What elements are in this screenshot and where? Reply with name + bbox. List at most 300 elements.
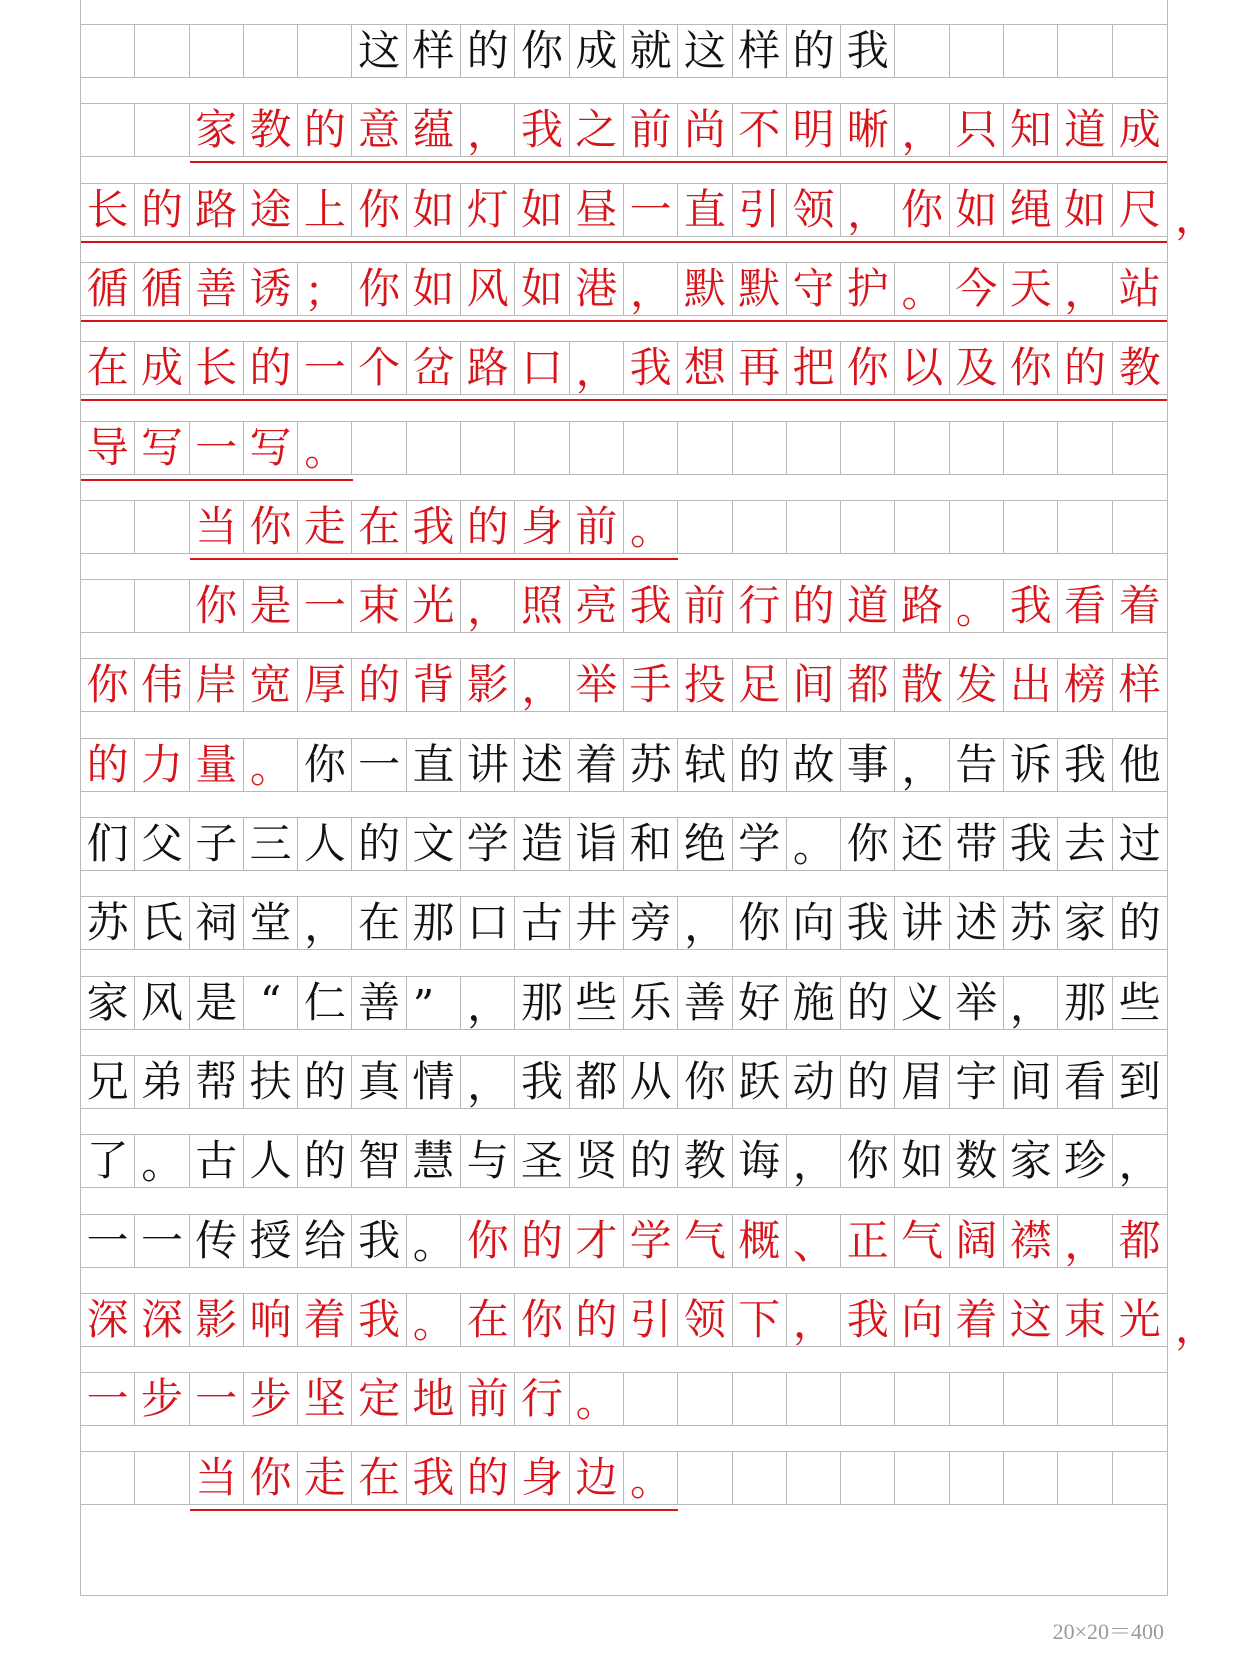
text-row [81,1055,1167,1109]
grid-cell: ， [1004,977,1058,1029]
grid-cell: 写 [135,422,189,474]
grid-cell [1058,422,1112,474]
grid-cell [895,1452,949,1504]
grid-cell: 着 [298,1294,352,1346]
title-char: 样 [407,25,461,77]
grid-cell: 造 [515,818,569,870]
title-char [1113,25,1167,77]
grid-cell: 过 [1118,819,1161,868]
title-char: 你 [515,25,569,77]
grid-cell: 量 [190,739,244,791]
grid-cell [1004,501,1058,553]
grid-cell [1004,422,1058,474]
grid-cell: 是 [244,580,298,632]
grid-cell: 散 [895,659,949,711]
grid-cell: 晰 [841,104,895,156]
grid-cell: 影 [190,1294,244,1346]
grid-cell: 深 [81,1294,135,1346]
grid-cell: 。 [950,580,1004,632]
grid-cell [81,1452,135,1504]
grid-cell: 影 [461,659,515,711]
grid-cell: 家 [81,977,135,1029]
text-row [81,103,1167,157]
grid-cell: 那 [515,977,569,1029]
grid-cell: 路 [895,580,949,632]
grid-cell [841,422,895,474]
grid-cell: 途 [244,184,298,236]
grid-cell: 人 [244,1135,298,1187]
grid-cell: 我 [841,897,895,949]
grid-cell: 的 [570,1294,624,1346]
grid-cell [841,1452,895,1504]
grid-cell: 循 [135,263,189,315]
grid-cell: ， [678,897,732,949]
grid-cell: 诣 [570,818,624,870]
grid-cell [733,501,787,553]
grid-cell: 的 [135,184,189,236]
grid-cell: 的 [515,1215,569,1267]
grid-cell: 身 [515,501,569,553]
grid-cell: 向 [787,897,841,949]
grid-cell: 仁 [298,977,352,1029]
grid-cell [135,580,189,632]
grid-cell: 只 [950,104,1004,156]
grid-cell: 诉 [1004,739,1058,791]
grid-cell: 一 [352,739,406,791]
grid-cell: 你 [733,897,787,949]
grid-cell: 堂 [244,897,298,949]
grid-cell: 述 [515,739,569,791]
grid-cell: 气 [895,1215,949,1267]
grid-cell: 当 [190,1452,244,1504]
grid-cell: 路 [461,342,515,394]
grid-cell: 在 [461,1294,515,1346]
grid-cell: 从 [624,1056,678,1108]
grid-cell: ， [1058,263,1112,315]
grid-cell: 祠 [190,897,244,949]
grid-cell: 知 [1004,104,1058,156]
grid-cell: 我 [407,501,461,553]
grid-cell: 在 [352,1452,406,1504]
grid-cell: 在 [81,342,135,394]
grid-cell: 。 [570,1373,624,1425]
grid-cell: 站 [1118,263,1161,313]
grid-cell: 是 [190,977,244,1029]
grid-cell: 样 [1118,660,1161,710]
text-row [81,341,1167,395]
grid-cell: 循 [81,263,135,315]
grid-cell: 好 [733,977,787,1029]
grid-cell: 步 [244,1373,298,1425]
grid-cell: 导 [81,422,135,474]
grid-cell [787,501,841,553]
grid-cell: 这 [1004,1294,1058,1346]
grid-cell: 的 [461,501,515,553]
grid-cell: 一 [81,1373,135,1425]
grid-cell: 风 [135,977,189,1029]
grid-cell: 一 [190,422,244,474]
grid-cell: 带 [950,818,1004,870]
text-row [81,262,1167,316]
grid-cell: 个 [352,342,406,394]
grid-cell: 足 [733,659,787,711]
grid-cell [1113,422,1167,474]
title-char [1058,25,1112,77]
title-row [81,24,1167,78]
grid-cell: 苏 [624,739,678,791]
grid-cell: 一 [190,1373,244,1425]
grid-cell: 真 [352,1056,406,1108]
red-underline [81,479,353,481]
grid-cell [678,1452,732,1504]
grid-cell: ， [461,977,515,1029]
grid-cell: 宽 [244,659,298,711]
grid-cell [352,422,406,474]
grid-cell: 间 [1004,1056,1058,1108]
grid-cell: ， [787,1294,841,1346]
grid-cell: 如 [515,263,569,315]
grid-cell: 。 [895,263,949,315]
grid-cell [950,501,1004,553]
grid-cell: 成 [135,342,189,394]
grid-cell [135,501,189,553]
grid-cell: 圣 [515,1135,569,1187]
grid-cell [1113,1373,1167,1425]
grid-cell: 一 [298,580,352,632]
text-row [81,976,1167,1030]
grid-cell: 、 [787,1215,841,1267]
red-underline [81,241,1167,243]
title-char: 就 [624,25,678,77]
grid-cell [1004,1373,1058,1425]
grid-cell: ， [1118,1139,1161,1189]
grid-cell: 意 [352,104,406,156]
red-underline [190,558,679,560]
grid-cell: 及 [950,342,1004,394]
grid-cell [733,1452,787,1504]
grid-cell [787,422,841,474]
grid-cell: 手 [624,659,678,711]
grid-cell: 文 [407,818,461,870]
grid-cell [841,1373,895,1425]
grid-cell: 教 [244,104,298,156]
grid-cell: 阔 [950,1215,1004,1267]
grid-cell: 的 [624,1135,678,1187]
grid-cell: ， [624,263,678,315]
grid-cell: 。 [298,422,352,474]
grid-cell: 我 [352,1215,406,1267]
grid-cell: 昼 [570,184,624,236]
grid-cell: 扶 [244,1056,298,1108]
grid-cell: 一 [298,342,352,394]
grid-cell [135,1452,189,1504]
title-char [895,25,949,77]
grid-cell: 间 [787,659,841,711]
title-char [190,25,244,77]
grid-cell: ， [461,1056,515,1108]
grid-cell: 你 [841,342,895,394]
grid-cell: 家 [190,104,244,156]
grid-cell: 光 [407,580,461,632]
grid-cell: 你 [895,184,949,236]
grid-cell: 举 [570,659,624,711]
grid-cell: 尚 [678,104,732,156]
grid-cell: 天 [1004,263,1058,315]
grid-cell: 投 [678,659,732,711]
text-row [81,1214,1167,1268]
grid-cell [1113,1452,1167,1504]
grid-cell: 些 [1118,977,1161,1027]
grid-cell: 你 [298,739,352,791]
red-underline [190,1509,679,1511]
red-underline [81,399,1167,401]
grid-cell: 束 [352,580,406,632]
grid-cell: 我 [352,1294,406,1346]
grid-cell: 给 [298,1215,352,1267]
grid-cell: 的 [787,580,841,632]
grid-cell: 那 [1058,977,1112,1029]
grid-cell: 传 [190,1215,244,1267]
grid-cell: 绳 [1004,184,1058,236]
grid-cell: 今 [950,263,1004,315]
grid-cell: 前 [678,580,732,632]
grid-cell: ， [787,1135,841,1187]
grid-cell: 井 [570,897,624,949]
grid-cell: 眉 [895,1056,949,1108]
grid-cell: 才 [570,1215,624,1267]
grid-cell: 上 [298,184,352,236]
grid-cell: 地 [407,1373,461,1425]
grid-cell: 港 [570,263,624,315]
grid-cell: 长 [81,184,135,236]
grid-cell: 宇 [950,1056,1004,1108]
grid-cell: 们 [81,818,135,870]
grid-cell: 你 [678,1056,732,1108]
grid-cell: 走 [298,1452,352,1504]
grid-cell [624,422,678,474]
grid-cell: 氏 [135,897,189,949]
grid-cell: 跃 [733,1056,787,1108]
grid-cell: 。 [624,501,678,553]
grid-cell: 的 [1118,898,1161,948]
grid-cell: ， [461,580,515,632]
grid-cell: 子 [190,818,244,870]
grid-cell: 如 [407,184,461,236]
grid-cell: 一 [135,1215,189,1267]
grid-cell: 想 [678,342,732,394]
grid-cell: 一 [81,1215,135,1267]
text-row [81,1451,1167,1505]
grid-cell: 引 [624,1294,678,1346]
grid-cell: ， [515,659,569,711]
text-row [81,183,1167,237]
grid-cell: 走 [298,501,352,553]
grid-cell: 长 [190,342,244,394]
grid-cell: 的 [733,739,787,791]
grid-cell: 诱 [244,263,298,315]
grid-cell: 你 [352,184,406,236]
grid-cell: 都 [841,659,895,711]
grid-cell: 数 [950,1135,1004,1187]
grid-cell: 在 [352,501,406,553]
grid-cell: 。 [407,1215,461,1267]
grid-cell: 看 [1058,580,1112,632]
grid-cell: 蕴 [407,104,461,156]
grid-cell: 的 [841,1056,895,1108]
grid-cell [570,422,624,474]
grid-cell: 照 [515,580,569,632]
grid-cell [895,501,949,553]
grid-cell: 帮 [190,1056,244,1108]
grid-cell: 领 [787,184,841,236]
grid-cell [950,422,1004,474]
grid-cell: “ [244,977,298,1029]
grid-cell: 前 [624,104,678,156]
grid-cell: ， [570,342,624,394]
title-char: 我 [841,25,895,77]
grid-cell: 的 [352,659,406,711]
grid-cell [678,1373,732,1425]
grid-cell: 直 [678,184,732,236]
grid-cell: 前 [570,501,624,553]
title-char [135,25,189,77]
grid-cell: 如 [895,1135,949,1187]
title-char [244,25,298,77]
grid-cell: 写 [244,422,298,474]
text-row [81,579,1167,633]
grid-cell: 如 [1058,184,1112,236]
grid-cell [787,1373,841,1425]
grid-cell: ， [298,897,352,949]
grid-cell: 束 [1058,1294,1112,1346]
text-row [81,817,1167,871]
grid-cell: 你 [515,1294,569,1346]
text-row [81,1134,1167,1188]
grid-cell: 步 [135,1373,189,1425]
grid-cell: 定 [352,1373,406,1425]
grid-cell: 善 [190,263,244,315]
grid-cell: 的 [298,1056,352,1108]
grid-cell: 的 [841,977,895,1029]
grid-cell: 善 [352,977,406,1029]
grid-cell: 诲 [733,1135,787,1187]
grid-cell: 授 [244,1215,298,1267]
grid-cell [624,1373,678,1425]
grid-cell [1058,1373,1112,1425]
title-char: 这 [678,25,732,77]
grid-cell: 看 [1058,1056,1112,1108]
grid-count-label: 20×20＝400 [1052,1619,1164,1644]
grid-cell: ， [841,184,895,236]
title-char [298,25,352,77]
grid-cell: 。 [135,1135,189,1187]
grid-cell: 学 [733,818,787,870]
grid-cell: 的 [1058,342,1112,394]
grid-cell: 你 [461,1215,515,1267]
grid-cell: 下 [733,1294,787,1346]
grid-cell: 我 [515,104,569,156]
grid-cell: 如 [515,184,569,236]
text-row [81,738,1167,792]
grid-cell [895,1373,949,1425]
grid-cell [1004,1452,1058,1504]
grid-cell: 贤 [570,1135,624,1187]
grid-cell: 岔 [407,342,461,394]
grid-cell: 尺 [1118,184,1161,234]
grid-cell: 你 [81,659,135,711]
grid-cell: 岸 [190,659,244,711]
title-char: 成 [570,25,624,77]
grid-cell [81,501,135,553]
grid-cell: 光 [1118,1294,1161,1344]
grid-cell: ， [1058,1215,1112,1267]
grid-cell: 古 [515,897,569,949]
grid-cell: 道 [1058,104,1112,156]
grid-cell: 旁 [624,897,678,949]
grid-cell: 都 [570,1056,624,1108]
title-char [950,25,1004,77]
grid-cell: 学 [461,818,515,870]
grid-cell: 口 [515,342,569,394]
text-row [81,658,1167,712]
grid-cell: 默 [733,263,787,315]
grid-cell: 出 [1004,659,1058,711]
grid-cell: 到 [1118,1056,1161,1106]
text-row [81,1372,1167,1426]
grid-cell: 教 [1118,343,1161,393]
grid-cell: ； [298,263,352,315]
grid-cell: 之 [570,104,624,156]
grid-cell: 如 [407,263,461,315]
grid-cell [81,580,135,632]
grid-cell: 路 [190,184,244,236]
grid-cell [733,1373,787,1425]
grid-cell: 气 [678,1215,732,1267]
grid-cell: 人 [298,818,352,870]
grid-cell [461,422,515,474]
grid-cell: 的 [81,739,135,791]
grid-cell [1058,1452,1112,1504]
grid-cell [733,422,787,474]
grid-cell: 弟 [135,1056,189,1108]
grid-cell [841,501,895,553]
margin-punctuation: ， [1175,192,1218,242]
grid-cell: 引 [733,184,787,236]
grid-cell: ” [407,977,461,1029]
margin-punctuation: ， [1175,1302,1218,1352]
title-char [1004,25,1058,77]
grid-cell: 的 [461,1452,515,1504]
grid-cell: 你 [841,1135,895,1187]
grid-cell: ， [895,104,949,156]
grid-cell: 慧 [407,1135,461,1187]
grid-cell [81,104,135,156]
title-char [81,25,135,77]
grid-cell: 的 [298,104,352,156]
grid-paper-sheet [80,0,1218,1596]
grid-cell: 兄 [81,1056,135,1108]
grid-cell: 的 [298,1135,352,1187]
grid-cell [407,422,461,474]
grid-cell: 讲 [895,897,949,949]
grid-cell: 故 [787,739,841,791]
grid-cell: 教 [678,1135,732,1187]
grid-cell: 如 [950,184,1004,236]
grid-cell: 把 [787,342,841,394]
grid-cell: 我 [515,1056,569,1108]
grid-cell: 我 [624,342,678,394]
grid-cell: 了 [81,1135,135,1187]
